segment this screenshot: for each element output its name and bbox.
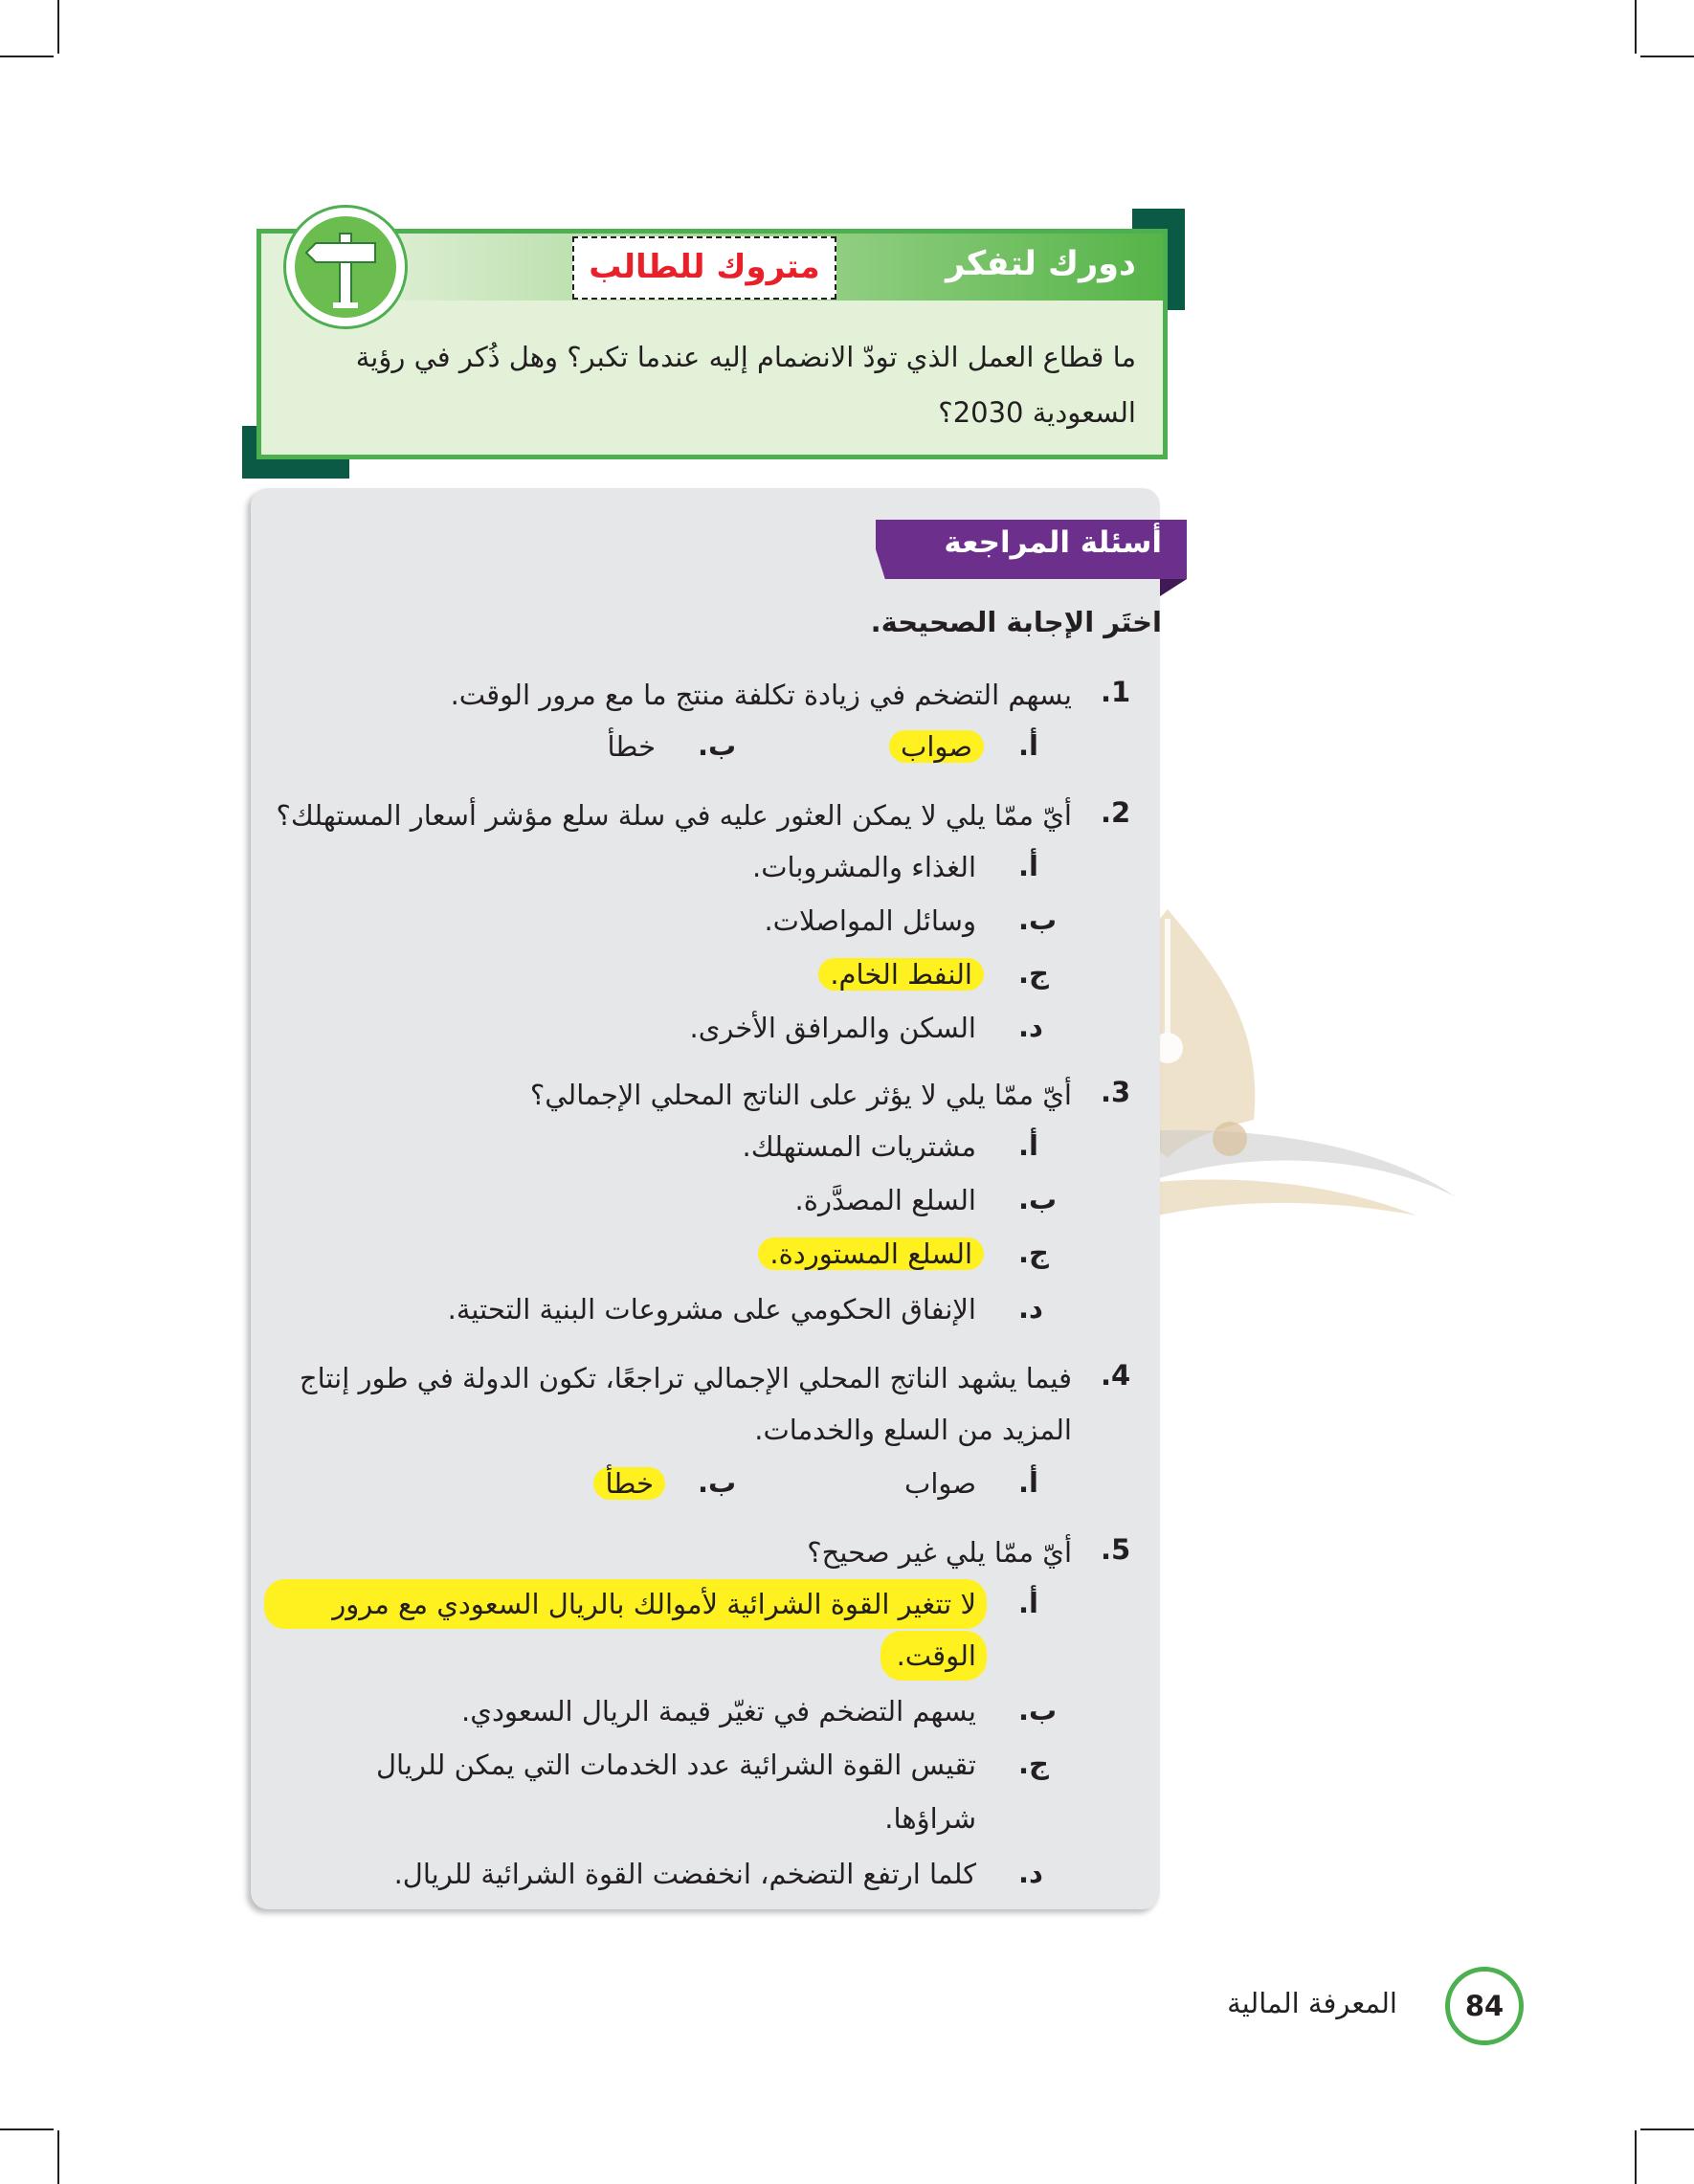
crop-mark xyxy=(1635,2130,1637,2184)
question-number: .2 xyxy=(1101,796,1131,829)
option-text: يسهم التضخم في تغيّر قيمة الريال السعودي. xyxy=(461,1695,976,1727)
crop-mark xyxy=(0,56,54,57)
signpost-badge xyxy=(283,205,408,329)
option-text: صواب xyxy=(904,1467,976,1500)
question-text: أيّ ممّا يلي لا يمكن العثور عليه في سلة سلع مؤشر أسعار المستهلك؟ xyxy=(276,799,1072,832)
crop-mark xyxy=(0,2128,54,2130)
option-label: ج. xyxy=(1018,957,1049,990)
option-label: د. xyxy=(1018,1857,1043,1889)
crop-mark xyxy=(1635,0,1637,54)
option-text: شراؤها. xyxy=(884,1802,976,1835)
question-number: .4 xyxy=(1101,1359,1131,1392)
option-label: د. xyxy=(1018,1011,1043,1043)
option-text: خطأ xyxy=(607,730,656,763)
instruction: اختَر الإجابة الصحيحة. xyxy=(870,606,1162,638)
option-text: السلع المصدَّرة. xyxy=(794,1184,976,1216)
question-number: .3 xyxy=(1101,1076,1131,1108)
option-text: السكن والمرافق الأخرى. xyxy=(689,1012,976,1044)
option-text xyxy=(889,727,984,766)
option-text: مشتريات المستهلك. xyxy=(742,1130,976,1163)
option-text xyxy=(758,1235,984,1273)
option-text xyxy=(818,955,984,993)
question-number: .5 xyxy=(1101,1533,1131,1566)
option-text: الإنفاق الحكومي على مشروعات البنية التحتية. xyxy=(447,1293,976,1326)
option-label: أ. xyxy=(1018,850,1038,882)
option-label: ب. xyxy=(1018,1183,1058,1215)
option-label: ج. xyxy=(1018,1748,1049,1780)
option-text xyxy=(593,1464,665,1503)
option-label: د. xyxy=(1018,1292,1043,1325)
crop-mark xyxy=(57,0,59,54)
crop-mark xyxy=(1640,56,1694,57)
question-text: يسهم التضخم في زيادة تكلفة منتج ما مع مرور الوقت. xyxy=(450,679,1072,711)
question-text: أيّ ممّا يلي غير صحيح؟ xyxy=(807,1536,1072,1569)
signpost-icon xyxy=(295,216,396,318)
highlighted-answer: صواب xyxy=(889,730,984,763)
highlighted-answer: خطأ xyxy=(593,1467,665,1500)
option-text: تقيس القوة الشرائية عدد الخدمات التي يمكن للريال xyxy=(375,1749,976,1781)
think-box-question: ما قطاع العمل الذي تودّ الانضمام إليه عندما تكبر؟ وهل ذُكر في رؤية السعودية 2030؟ xyxy=(355,341,1136,429)
option-label: أ. xyxy=(1018,729,1038,762)
option-label: أ. xyxy=(1018,1587,1038,1619)
option-label: ب. xyxy=(698,1466,737,1499)
question-text: المزيد من السلع والخدمات. xyxy=(754,1414,1072,1446)
crop-mark xyxy=(57,2130,59,2184)
option-label: ج. xyxy=(1018,1237,1049,1269)
option-text: الغذاء والمشروبات. xyxy=(752,851,976,883)
option-label: أ. xyxy=(1018,1129,1038,1162)
option-text: لا تتغير القوة الشرائية لأموالك بالريال السعودي مع مرور xyxy=(332,1588,976,1620)
option-text: الوقت. xyxy=(896,1639,976,1672)
page-number: 84 xyxy=(1445,1967,1524,2045)
think-box-title: دورك لتفكر xyxy=(946,245,1136,283)
option-label: أ. xyxy=(1018,1466,1038,1499)
student-answer-box: متروك للطالب xyxy=(572,236,836,300)
review-title: أسئلة المراجعة xyxy=(944,525,1162,560)
question-text: أيّ ممّا يلي لا يؤثر على الناتج المحلي الإجمالي؟ xyxy=(529,1079,1072,1111)
option-label: ب. xyxy=(698,729,737,762)
option-label: ب. xyxy=(1018,903,1058,936)
option-text: وسائل المواصلات. xyxy=(764,904,976,937)
question-number: .1 xyxy=(1101,676,1131,708)
crop-mark xyxy=(1640,2128,1694,2130)
highlighted-answer: النفط الخام. xyxy=(818,958,984,991)
highlighted-answer: السلع المستوردة. xyxy=(758,1237,984,1270)
option-label: ب. xyxy=(1018,1694,1058,1727)
option-text: كلما ارتفع التضخم، انخفضت القوة الشرائية للريال. xyxy=(393,1858,976,1890)
footer-title: المعرفة المالية xyxy=(1227,1987,1397,2019)
question-text: فيما يشهد الناتج المحلي الإجمالي تراجعًا، تكون الدولة في طور إنتاج xyxy=(299,1362,1072,1394)
